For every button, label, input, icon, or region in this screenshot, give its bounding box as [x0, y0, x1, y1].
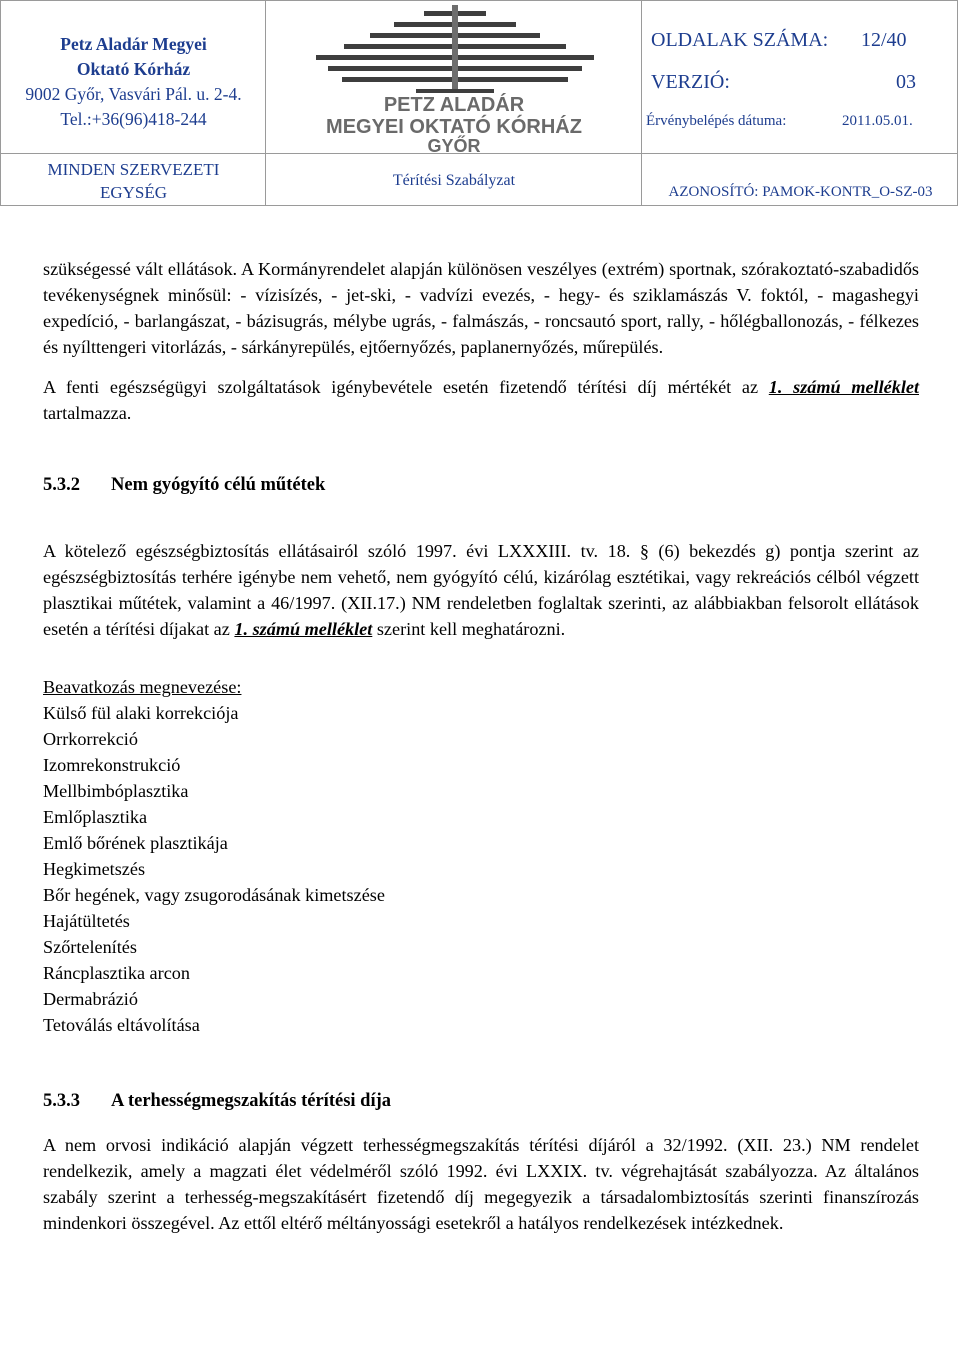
organization-name: Petz Aladár Megyei — [60, 34, 207, 54]
list-item: Külső fül alaki korrekciója — [43, 703, 239, 723]
list-item: Tetoválás eltávolítása — [43, 1015, 200, 1035]
list-item: Hajátültetés — [43, 911, 130, 931]
list-item: Ráncplasztika arcon — [43, 963, 190, 983]
hospital-logo-icon — [266, 1, 642, 154]
list-item: Emlőplasztika — [43, 807, 148, 827]
section-heading-5-3-3 — [43, 1088, 919, 1114]
section-title: Nem gyógyító célú műtétek — [111, 475, 326, 495]
annex-reference-link[interactable]: 1. számú melléklet — [234, 619, 373, 639]
list-item: Dermabrázió — [43, 989, 138, 1009]
section-number: 5.3.3 — [43, 1091, 80, 1111]
organization-subname: Oktató Kórház — [76, 59, 191, 79]
annex-reference-link[interactable]: 1. számú melléklet — [768, 377, 919, 397]
list-item: Bőr hegének, vagy zsugorodásának kimetszése — [43, 885, 385, 905]
paragraph-non-therapeutic-surgery — [43, 538, 919, 642]
document-header — [0, 0, 958, 206]
list-item: Mellbimbóplasztika — [43, 781, 189, 801]
list-item: Orrkorrekció — [43, 729, 138, 749]
organizational-unit-line2: EGYSÉG — [99, 183, 168, 202]
paragraph-text: A fenti egészségügyi szolgáltatások igénybevétele esetén fizetendő térítési díj mértékét az — [43, 377, 769, 397]
document-title: Térítési Szabályzat — [392, 172, 516, 189]
logo-text-line2: MEGYEI OKTATÓ KÓRHÁZ — [326, 116, 582, 138]
list-item: Emlő bőrének plasztikája — [43, 833, 228, 853]
paragraph-text: szerint kell meghatározni. — [372, 619, 566, 639]
section-heading-5-3-2 — [43, 472, 919, 498]
paragraph-extreme-sports: szükségessé vált ellátások. A Kormányrendelet alapján különösen veszélyes (extrém) sportnak, szórakoztató-szabadidős tevékenységnek minősül: - vízisízés, - jet-ski, - vadvízi evezés, - hegy- és sziklamászás V. foktól, - magashegyi expedíció, - barlangászat, - bázisugrás, mélybe ugrás, - falmászás, - roncsautó sport, rally, - hőlégballonozás, - félkezes és nyílttengeri vitorlázás, - sárkányrepülés, ejtőernyőzés, paplanernyőzés, műrepülés. — [43, 259, 919, 357]
procedure-list-title: Beavatkozás megnevezése: — [43, 677, 242, 697]
version-value: 03 — [896, 71, 916, 93]
logo-text-line1: PETZ ALADÁR — [383, 94, 525, 116]
document-identifier: AZONOSÍTÓ: PAMOK-KONTR_O-SZ-03 — [668, 184, 933, 200]
document-meta — [642, 1, 959, 154]
pages-label: OLDALAK SZÁMA: — [651, 29, 829, 51]
procedure-list — [43, 700, 919, 1038]
list-item: Hegkimetszés — [43, 859, 146, 879]
organization-address: 9002 Győr, Vasvári Pál. u. 2-4. — [25, 84, 242, 104]
document-body — [43, 256, 919, 1236]
logo-text-line3: GYŐR — [427, 136, 481, 154]
organizational-unit-line1: MINDEN SZERVEZETI — [47, 160, 220, 179]
organization-phone: Tel.:+36(96)418-244 — [60, 109, 207, 129]
paragraph-fee-reference — [43, 374, 919, 426]
list-item: Szőrtelenítés — [43, 937, 137, 957]
organizational-unit — [1, 154, 266, 207]
section-title: A terhességmegszakítás térítési díja — [111, 1091, 392, 1111]
section-number: 5.3.2 — [43, 475, 80, 495]
effective-date-value: 2011.05.01. — [842, 113, 913, 129]
hospital-logo — [266, 1, 642, 154]
procedure-list-block — [43, 674, 919, 1038]
organization-block — [1, 1, 266, 154]
pages-value: 12/40 — [861, 29, 907, 51]
paragraph-termination-fee: A nem orvosi indikáció alapján végzett terhességmegszakítás térítési díjáról a 32/1992. (XII. 23.) NM rendelet rendelkezik, amely a magzati élet védelméről szóló 1992. évi LXXIX. tv. végrehajtását szabályozza. Az általános szabály szerint a terhesség-megszakításért fizetendő díj megegyezik a társadalombiztosítás szerinti finanszírozás mindenkori összegével. Az ettől eltérő méltányossági esetekről a hatályos rendelkezések intézkednek. — [43, 1135, 919, 1233]
list-item: Izomrekonstrukció — [43, 755, 181, 775]
version-label: VERZIÓ: — [651, 71, 730, 93]
paragraph-text: tartalmazza. — [43, 403, 132, 423]
effective-date-label: Érvénybelépés dátuma: — [646, 113, 787, 129]
paragraph-text: A kötelező egészségbiztosítás ellátásairól szóló 1997. évi LXXXIII. tv. 18. § (6) bekezdés g) pontja szerint az egészségbiztosítás terhére igénybe nem vehető, nem gyógyító célú, kizárólag esztétikai, vagy rekreációs célból végzett plasztikai műtétek, valamint a 46/1997. (XII.17.) NM rendeletben foglaltak szerinti, az alábbiakban felsorolt ellátások esetén a térítési díjakat az — [43, 541, 919, 639]
